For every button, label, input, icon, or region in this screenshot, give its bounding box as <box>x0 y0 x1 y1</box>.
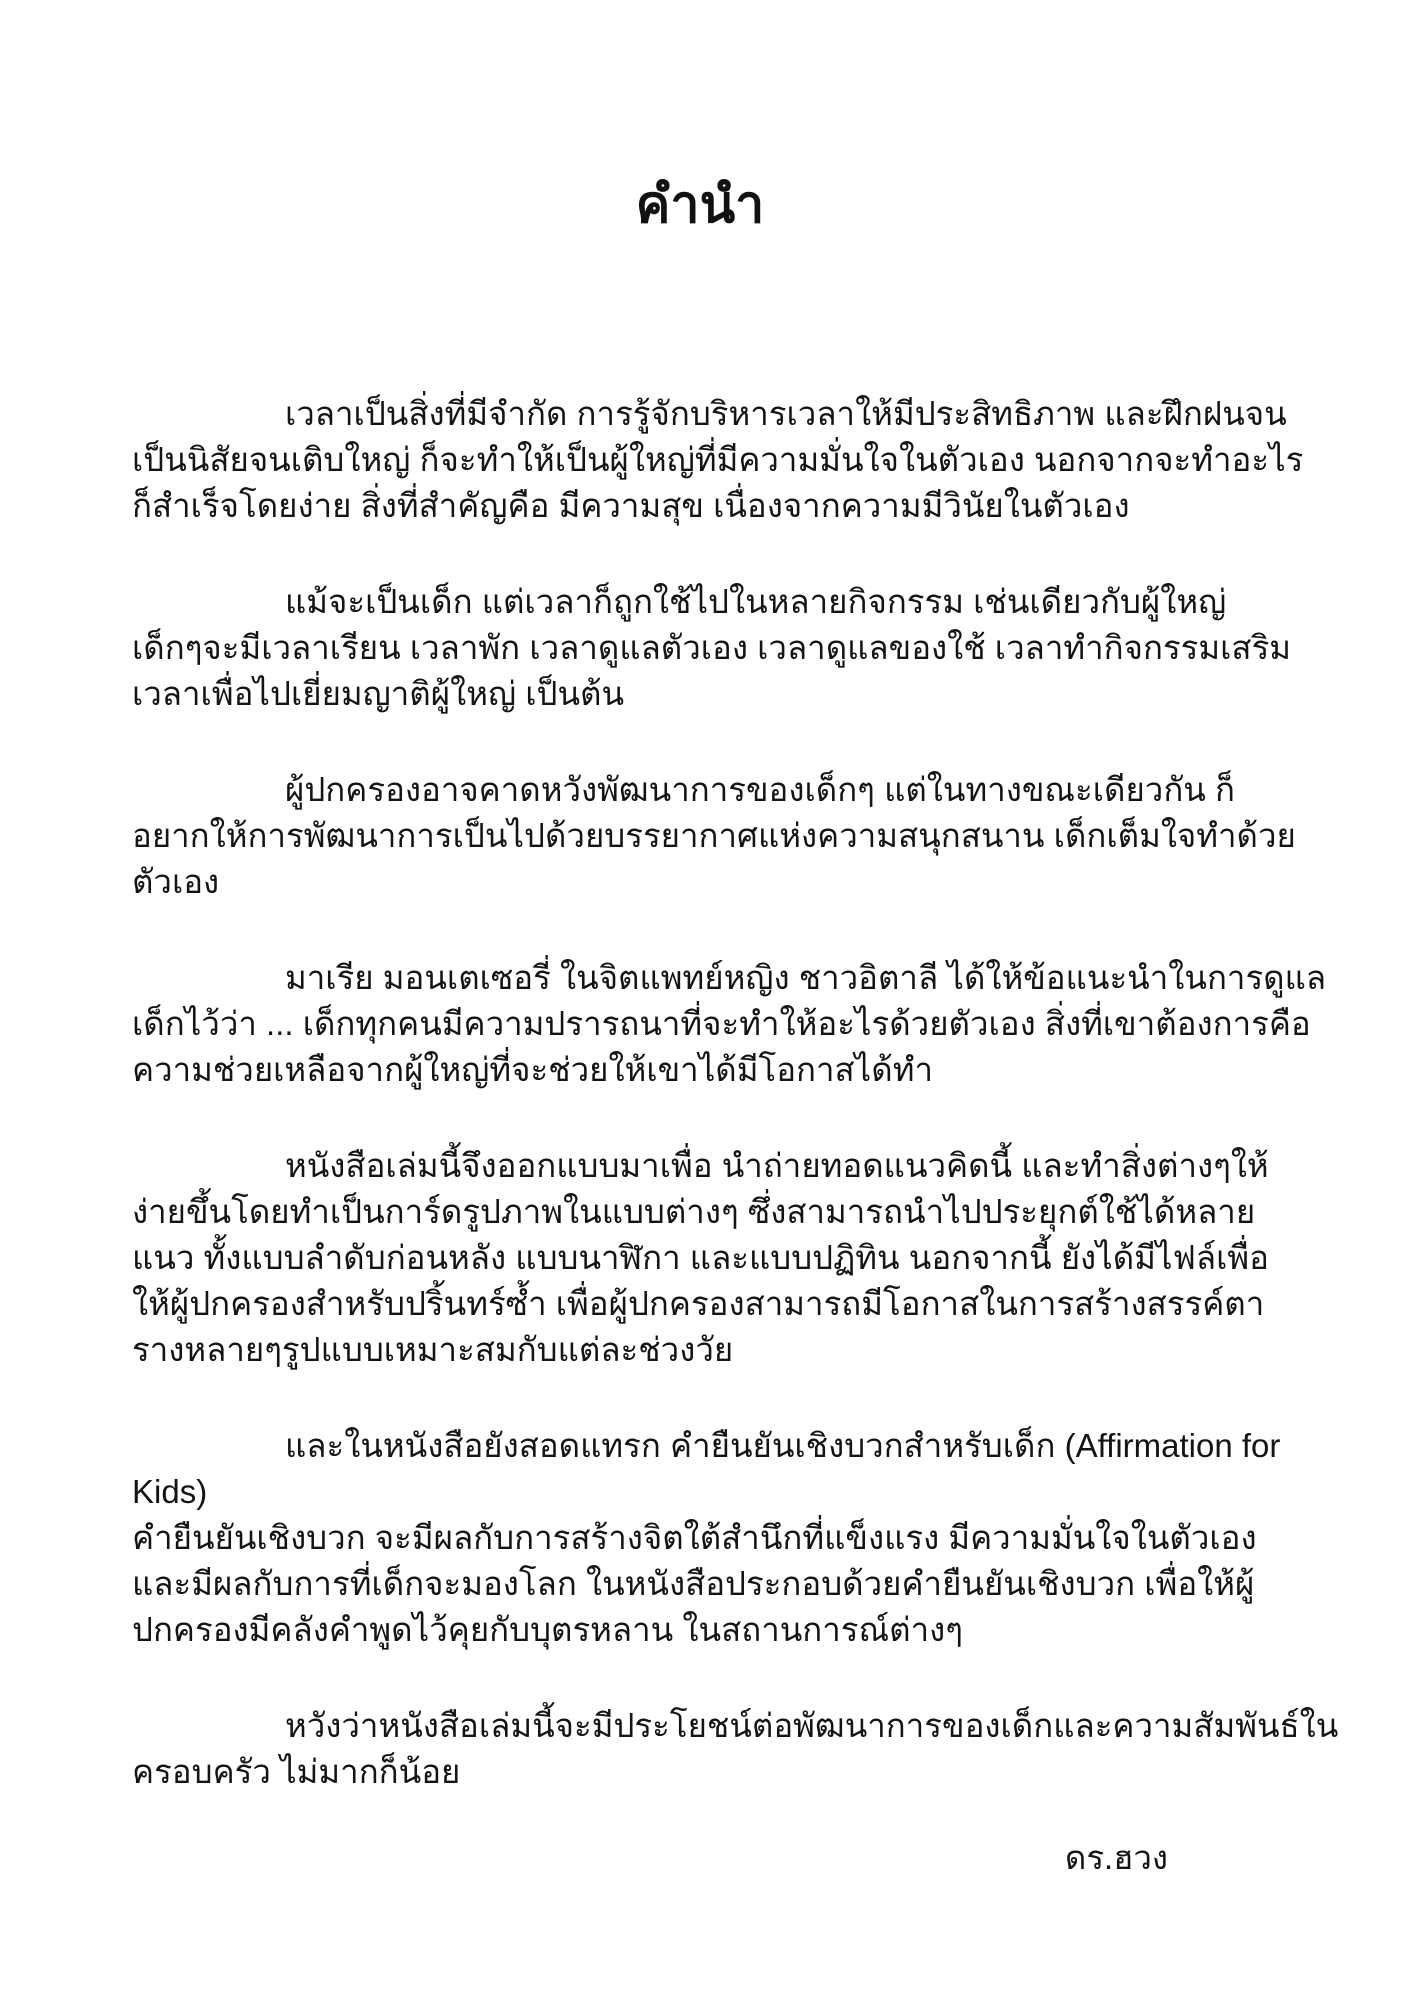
paragraph: หวังว่าหนังสือเล่มนี้จะมีประโยชน์ต่อพัฒนาการของเด็กและความสัมพันธ์ใน ครอบครัว ไม่มากก็น้อย <box>132 1707 1339 1790</box>
paragraph: หนังสือเล่มนี้จึงออกแบบมาเพื่อ นำถ่ายทอดแนวคิดนี้ และทำสิ่งต่างๆให้ ง่ายขึ้นโดยทำเป็นการ์ดรูปภาพในแบบต่างๆ ซึ่งสามารถนำไปประยุกต์ใช้ได้หลาย แนว ทั้งแบบลำดับก่อนหลัง แบบนาฬิกา และแบบปฏิทิน นอกจากนี้ ยังได้มีไฟล์เพื่อ ให้ผู้ปกครองสำหรับปริ้นทร์ซ้ำ เพื่อผู้ปกครองสามารถมีโอกาสในการสร้างสรรค์ตา รางหลายๆรูปแบบเหมาะสมกับแต่ละช่วงวัย <box>132 1147 1269 1368</box>
author-signature: ดร.ฮวง <box>1064 1839 1168 1876</box>
preface-body <box>132 391 1339 1881</box>
paragraph: แม้จะเป็นเด็ก แต่เวลาก็ถูกใช้ไปในหลายกิจกรรม เช่นเดียวกับผู้ใหญ่ เด็กๆจะมีเวลาเรียน เวลาพัก เวลาดูแลตัวเอง เวลาดูแลของใช้ เวลาทำกิจกรรมเสริม เวลาเพื่อไปเยี่ยมญาติผู้ใหญ่ เป็นต้น <box>132 583 1292 712</box>
paragraph: ผู้ปกครองอาจคาดหวังพัฒนาการของเด็กๆ แต่ในทางขณะเดียวกัน ก็ อยากให้การพัฒนาการเป็นไปด้วยบรรยากาศแห่งความสนุกสนาน เด็กเต็มใจทำด้วย ตัวเอง <box>132 771 1296 900</box>
paragraph: มาเรีย มอนเตเซอรี่ ในจิตแพทย์หญิง ชาวอิตาลี ได้ให้ข้อแนะนำในการดูแล เด็กไว้ว่า ... เด็กทุกคนมีความปรารถนาที่จะทำให้อะไรด้วยตัวเอง สิ่งที่เขาต้องการคือ ความช่วยเหลือจากผู้ใหญ่ที่จะช่วยให้เขาได้มีโอกาสได้ทำ <box>132 959 1327 1088</box>
paragraph: เวลาเป็นสิ่งที่มีจำกัด การรู้จักบริหารเวลาให้มีประสิทธิภาพ และฝึกฝนจน เป็นนิสัยจนเติบใหญ่ ก็จะทำให้เป็นผู้ใหญ่ที่มีความมั่นใจในตัวเอง นอกจากจะทำอะไร ก็สำเร็จโดยง่าย สิ่งที่สำคัญคือ มีความสุข เนื่องจากความมีวินัยในตัวเอง <box>132 395 1304 524</box>
paragraph: และในหนังสือยังสอดแทรก คำยืนยันเชิงบวกสำหรับเด็ก (Affirmation for Kids) คำยืนยันเชิงบวก จะมีผลกับการสร้างจิตใต้สำนึกที่แข็งแรง มีความมั่นใจในตัวเอง และมีผลกับการที่เด็กจะมองโลก ในหนังสือประกอบด้วยคำยืนยันเชิงบวก เพื่อให้ผู้ ปกครองมีคลังคำพูดไว้คุยกับบุตรหลาน ในสถานการณ์ต่างๆ <box>132 1427 1281 1648</box>
page-title: คำนำ <box>635 176 765 234</box>
